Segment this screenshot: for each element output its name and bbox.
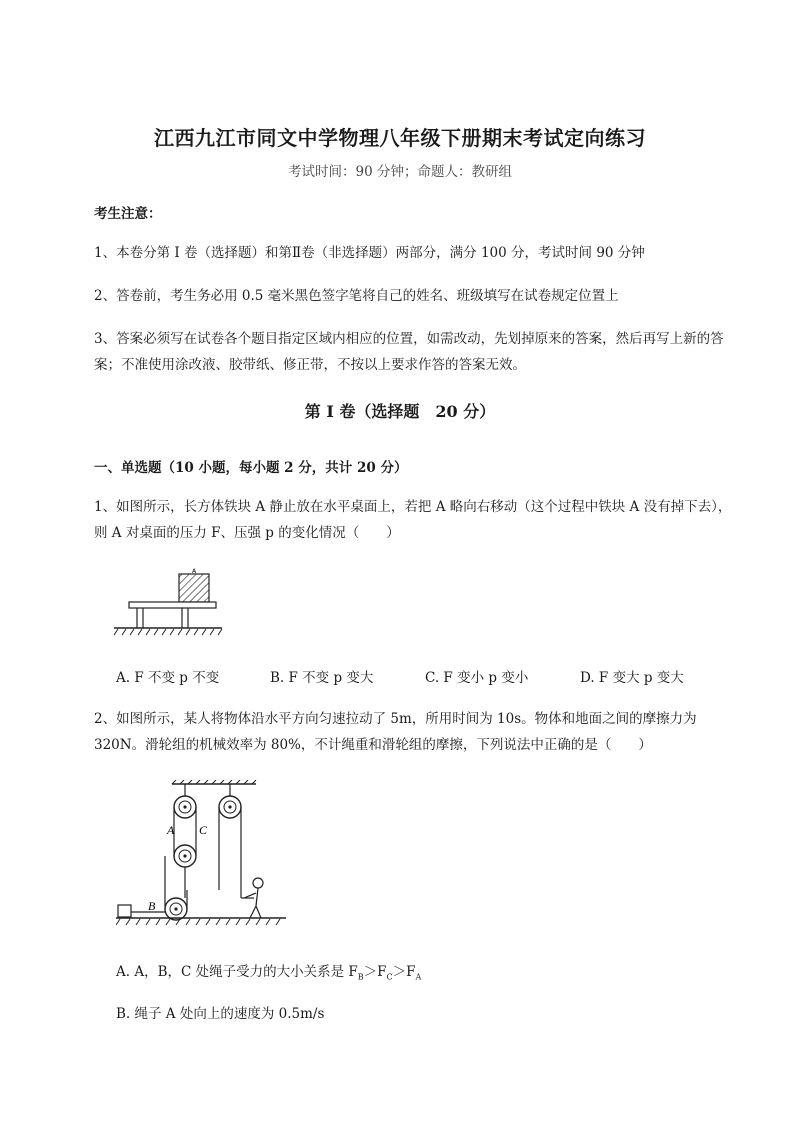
label-a: A <box>167 823 175 837</box>
page-title: 江西九江市同文中学物理八年级下册期末考试定向练习 <box>154 126 646 150</box>
section-title: 第 I 卷（选择题 20 分） <box>304 402 496 421</box>
label-b: B <box>148 899 156 913</box>
question-2-option-a: A. A，B，C 处绳子受力的大小关系是 $F_B>F_C>F_A$ <box>116 964 422 982</box>
rope <box>128 807 254 912</box>
label-c: C <box>199 823 208 837</box>
question-1-stem: 1、如图所示，长方体铁块 A 静止放在水平桌面上，若把 A 略向右移动（这个过程中铁块 A 没有掉下去），则 A 对桌面的压力 F、压强 p 的变化情况（ ） <box>94 499 732 541</box>
notice-item-2: 2、答卷前，考生务必用 0.5 毫米黑色签字笔将自己的姓名、班级填写在试卷规定位置上 <box>94 288 619 304</box>
part-heading: 一、单选题（10 小题，每小题 2 分，共计 20 分） <box>94 460 408 476</box>
question-1-figure <box>112 566 232 638</box>
iron-block <box>179 574 209 602</box>
movable-pulley-middle <box>174 845 196 867</box>
movable-pulley-bottom <box>165 898 187 920</box>
object-box <box>118 905 131 917</box>
question-1-option-c: C. F 变小 p 变小 <box>425 670 529 686</box>
notice-heading: 考生注意： <box>94 206 162 222</box>
question-1-option-d: D. F 变大 p 变大 <box>580 670 684 686</box>
fixed-pulley-right <box>219 796 241 818</box>
block-label: A <box>191 568 197 575</box>
question-2-option-b: B. 绳子 A 处向上的速度为 0.5m/s <box>116 1006 325 1022</box>
exam-subtitle: 考试时间：90 分钟；命题人：教研组 <box>288 164 512 180</box>
table-top <box>129 602 216 608</box>
fixed-pulley-left <box>174 796 196 818</box>
notice-item-3: 3、答案必须写在试卷各个题目指定区域内相应的位置，如需改动，先划掉原来的答案，然后再写上新的答案；不准使用涂改液、胶带纸、修正带，不按以上要求作答的答案无效。 <box>94 331 724 373</box>
notice-item-1: 1、本卷分第 I 卷（选择题）和第Ⅱ卷（非选择题）两部分，满分 100 分，考试时间 90 分钟 <box>94 245 645 261</box>
question-2-stem: 2、如图所示，某人将物体沿水平方向匀速拉动了 5m，所用时间为 10s。物体和地面之间的摩擦力为 320N。滑轮组的机械效率为 80%，不计绳重和滑轮组的摩擦，下列说法中正确的是（ ） <box>94 711 697 753</box>
question-1-option-a: A. F 不变 p 不变 <box>116 670 220 686</box>
question-1-option-b: B. F 不变 p 变大 <box>270 670 374 686</box>
question-2-figure <box>116 780 291 928</box>
